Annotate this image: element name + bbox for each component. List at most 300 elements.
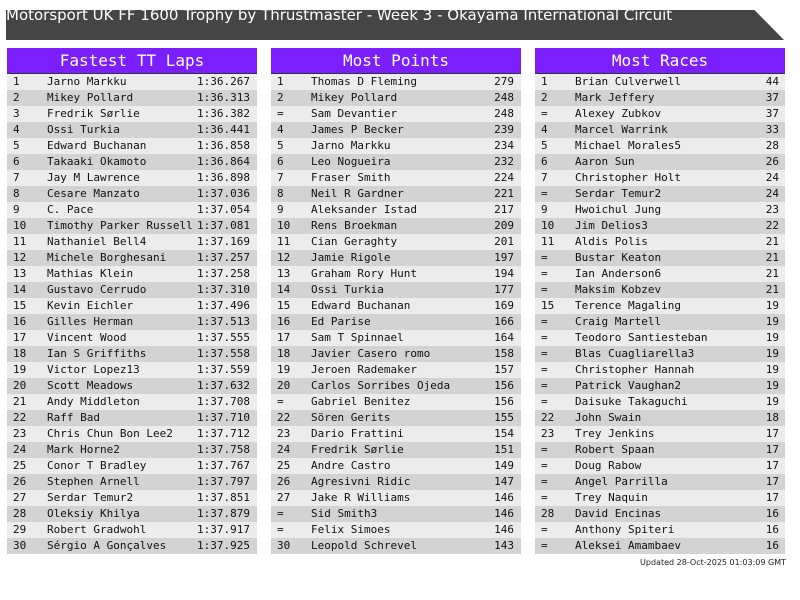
value-cell: 155 (494, 411, 514, 424)
value-cell: 194 (494, 267, 514, 280)
driver-name-cell: Christopher Hannah (575, 363, 695, 376)
most-points-header: Most Points (271, 48, 521, 74)
rank-cell: 26 (277, 475, 291, 488)
driver-name-cell: Nathaniel Bell4 (47, 235, 147, 248)
driver-name-cell: Fraser Smith (311, 171, 391, 184)
table-row (7, 266, 257, 282)
rank-cell: = (541, 443, 548, 456)
table-row (271, 522, 521, 538)
table-row (7, 234, 257, 250)
rank-cell: 25 (277, 459, 291, 472)
value-cell: 217 (494, 203, 514, 216)
rank-cell: = (541, 331, 548, 344)
driver-name-cell: Trey Jenkins (575, 427, 655, 440)
driver-name-cell: Sam Devantier (311, 107, 398, 120)
value-cell: 1:37.710 (197, 411, 250, 424)
driver-name-cell: John Swain (575, 411, 642, 424)
driver-name-cell: Aldis Polis (575, 235, 648, 248)
driver-name-cell: Christopher Holt (575, 171, 681, 184)
value-cell: 1:37.797 (197, 475, 250, 488)
driver-name-cell: Chris Chun Bon Lee2 (47, 427, 173, 440)
table-row (7, 122, 257, 138)
driver-name-cell: Angel Parrilla (575, 475, 668, 488)
table-row (271, 186, 521, 202)
table-row (535, 442, 785, 458)
driver-name-cell: Gustavo Cerrudo (47, 283, 147, 296)
value-cell: 1:37.559 (197, 363, 250, 376)
value-cell: 19 (765, 315, 779, 328)
table-row (7, 506, 257, 522)
rank-cell: 18 (13, 347, 27, 360)
driver-name-cell: Jay M Lawrence (47, 171, 140, 184)
driver-name-cell: Kevin Eichler (47, 299, 134, 312)
value-cell: 17 (765, 427, 779, 440)
table-row (535, 378, 785, 394)
value-cell: 1:37.513 (197, 315, 250, 328)
table-row (535, 394, 785, 410)
value-cell: 1:37.496 (197, 299, 250, 312)
value-cell: 16 (765, 507, 779, 520)
table-row (271, 74, 521, 90)
value-cell: 19 (765, 395, 779, 408)
rank-cell: 14 (13, 283, 27, 296)
value-cell: 1:37.081 (197, 219, 250, 232)
table-row (7, 522, 257, 538)
table-row (271, 234, 521, 250)
value-cell: 21 (765, 235, 779, 248)
driver-name-cell: Jake R Williams (311, 491, 411, 504)
driver-name-cell: Leo Nogueira (311, 155, 391, 168)
rank-cell: = (541, 539, 548, 552)
rank-cell: = (541, 459, 548, 472)
rank-cell: 27 (13, 491, 27, 504)
value-cell: 19 (765, 363, 779, 376)
table-row (7, 442, 257, 458)
rank-cell: 19 (277, 363, 291, 376)
value-cell: 1:37.036 (197, 187, 250, 200)
rank-cell: 4 (277, 123, 284, 136)
table-row (535, 346, 785, 362)
rank-cell: 22 (541, 411, 555, 424)
driver-name-cell: Felix Simoes (311, 523, 391, 536)
driver-name-cell: Teodoro Santiesteban (575, 331, 708, 344)
table-row (535, 234, 785, 250)
rank-cell: = (541, 187, 548, 200)
value-cell: 18 (765, 411, 779, 424)
value-cell: 17 (765, 459, 779, 472)
rank-cell: 16 (13, 315, 27, 328)
value-cell: 156 (494, 395, 514, 408)
table-row (7, 410, 257, 426)
table-row (271, 538, 521, 554)
driver-name-cell: C. Pace (47, 203, 94, 216)
table-row (535, 74, 785, 90)
value-cell: 24 (765, 187, 779, 200)
table-row (271, 298, 521, 314)
table-row (271, 346, 521, 362)
value-cell: 164 (494, 331, 514, 344)
value-cell: 279 (494, 75, 514, 88)
driver-name-cell: Oleksiy Khilya (47, 507, 140, 520)
value-cell: 21 (765, 251, 779, 264)
value-cell: 1:37.712 (197, 427, 250, 440)
driver-name-cell: Michael Morales5 (575, 139, 681, 152)
rank-cell: 7 (277, 171, 284, 184)
table-row (271, 122, 521, 138)
rank-cell: 12 (277, 251, 291, 264)
value-cell: 1:37.054 (197, 203, 250, 216)
rank-cell: = (541, 283, 548, 296)
table-row (7, 186, 257, 202)
rank-cell: 9 (277, 203, 284, 216)
table-row (7, 426, 257, 442)
table-row (535, 202, 785, 218)
driver-name-cell: Aleksei Amambaev (575, 539, 681, 552)
table-row (535, 474, 785, 490)
driver-name-cell: Serdar Temur2 (575, 187, 662, 200)
rank-cell: 29 (13, 523, 27, 536)
rank-cell: = (541, 395, 548, 408)
table-row (535, 506, 785, 522)
value-cell: 21 (765, 283, 779, 296)
value-cell: 147 (494, 475, 514, 488)
value-cell: 17 (765, 491, 779, 504)
value-cell: 149 (494, 459, 514, 472)
value-cell: 143 (494, 539, 514, 552)
value-cell: 44 (765, 75, 779, 88)
table-row (271, 330, 521, 346)
rank-cell: 30 (277, 539, 291, 552)
value-cell: 17 (765, 475, 779, 488)
table-row (535, 330, 785, 346)
rank-cell: 1 (277, 75, 284, 88)
driver-name-cell: Jeroen Rademaker (311, 363, 417, 376)
value-cell: 26 (765, 155, 779, 168)
value-cell: 1:37.169 (197, 235, 250, 248)
updated-timestamp: Updated 28-Oct-2025 01:03:09 GMT (640, 558, 786, 567)
value-cell: 19 (765, 347, 779, 360)
driver-name-cell: Sid Smith3 (311, 507, 378, 520)
rank-cell: 21 (13, 395, 27, 408)
table-row (271, 314, 521, 330)
driver-name-cell: Fredrik Sørlie (47, 107, 140, 120)
rank-cell: 17 (13, 331, 27, 344)
value-cell: 1:37.310 (197, 283, 250, 296)
rank-cell: 15 (541, 299, 555, 312)
driver-name-cell: James P Becker (311, 123, 404, 136)
rank-cell: 13 (13, 267, 27, 280)
driver-name-cell: Trey Naquin (575, 491, 648, 504)
table-row (271, 442, 521, 458)
rank-cell: 2 (13, 91, 20, 104)
rank-cell: = (541, 315, 548, 328)
rank-cell: 12 (13, 251, 27, 264)
value-cell: 1:37.879 (197, 507, 250, 520)
value-cell: 19 (765, 299, 779, 312)
rank-cell: 26 (13, 475, 27, 488)
rank-cell: 27 (277, 491, 291, 504)
driver-name-cell: Ian Anderson6 (575, 267, 662, 280)
value-cell: 1:36.898 (197, 171, 250, 184)
table-row (7, 74, 257, 90)
rank-cell: = (541, 475, 548, 488)
value-cell: 224 (494, 171, 514, 184)
value-cell: 146 (494, 507, 514, 520)
rank-cell: 11 (541, 235, 555, 248)
driver-name-cell: Aaron Sun (575, 155, 635, 168)
rank-cell: = (277, 523, 284, 536)
driver-name-cell: Carlos Sorribes Ojeda (311, 379, 451, 392)
table-row (7, 394, 257, 410)
rank-cell: 24 (13, 443, 27, 456)
rank-cell: 9 (13, 203, 20, 216)
value-cell: 197 (494, 251, 514, 264)
table-row (271, 138, 521, 154)
table-row (535, 522, 785, 538)
value-cell: 1:37.708 (197, 395, 250, 408)
driver-name-cell: Timothy Parker Russell (47, 219, 193, 232)
driver-name-cell: Maksim Kobzev (575, 283, 662, 296)
value-cell: 1:36.858 (197, 139, 250, 152)
driver-name-cell: Hwoichul Jung (575, 203, 662, 216)
table-row (7, 538, 257, 554)
rank-cell: = (541, 363, 548, 376)
table-row (7, 458, 257, 474)
value-cell: 158 (494, 347, 514, 360)
value-cell: 16 (765, 539, 779, 552)
rank-cell: = (277, 107, 284, 120)
driver-name-cell: Jarno Markku (311, 139, 391, 152)
driver-name-cell: Ian S Griffiths (47, 347, 147, 360)
value-cell: 17 (765, 443, 779, 456)
driver-name-cell: Gabriel Benitez (311, 395, 411, 408)
driver-name-cell: Jim Delios3 (575, 219, 648, 232)
driver-name-cell: Mark Jeffery (575, 91, 655, 104)
table-row (271, 458, 521, 474)
table-row (271, 218, 521, 234)
value-cell: 1:37.555 (197, 331, 250, 344)
rank-cell: 30 (13, 539, 27, 552)
table-row (7, 138, 257, 154)
rank-cell: 23 (541, 427, 555, 440)
value-cell: 1:37.258 (197, 267, 250, 280)
rank-cell: 23 (13, 427, 27, 440)
table-row (7, 218, 257, 234)
table-row (271, 282, 521, 298)
value-cell: 1:37.767 (197, 459, 250, 472)
rank-cell: 6 (13, 155, 20, 168)
table-row (271, 170, 521, 186)
driver-name-cell: Takaaki Okamoto (47, 155, 147, 168)
driver-name-cell: Sérgio A Gonçalves (47, 539, 167, 552)
table-row (535, 170, 785, 186)
table-row (535, 138, 785, 154)
table-row (271, 410, 521, 426)
most-races-panel (535, 48, 785, 554)
rank-cell: 15 (13, 299, 27, 312)
value-cell: 24 (765, 171, 779, 184)
rank-cell: = (541, 347, 548, 360)
rank-cell: 7 (13, 171, 20, 184)
driver-name-cell: Craig Martell (575, 315, 662, 328)
driver-name-cell: Neil R Gardner (311, 187, 404, 200)
table-row (7, 250, 257, 266)
driver-name-cell: Edward Buchanan (47, 139, 147, 152)
value-cell: 1:36.864 (197, 155, 250, 168)
table-row (7, 362, 257, 378)
driver-name-cell: Cian Geraghty (311, 235, 398, 248)
value-cell: 248 (494, 107, 514, 120)
value-cell: 232 (494, 155, 514, 168)
rank-cell: 17 (277, 331, 291, 344)
rank-cell: 1 (13, 75, 20, 88)
value-cell: 19 (765, 379, 779, 392)
value-cell: 234 (494, 139, 514, 152)
rank-cell: 20 (13, 379, 27, 392)
rank-cell: 10 (13, 219, 27, 232)
driver-name-cell: Robert Gradwohl (47, 523, 147, 536)
driver-name-cell: Alexey Zubkov (575, 107, 662, 120)
table-row (7, 378, 257, 394)
table-row (535, 538, 785, 554)
value-cell: 157 (494, 363, 514, 376)
rank-cell: 10 (541, 219, 555, 232)
table-row (7, 346, 257, 362)
value-cell: 19 (765, 331, 779, 344)
driver-name-cell: Cesare Manzato (47, 187, 140, 200)
rank-cell: 1 (541, 75, 548, 88)
value-cell: 1:37.632 (197, 379, 250, 392)
rank-cell: 23 (277, 427, 291, 440)
value-cell: 209 (494, 219, 514, 232)
rank-cell: 28 (541, 507, 555, 520)
rank-cell: 13 (277, 267, 291, 280)
rank-cell: 19 (13, 363, 27, 376)
table-row (271, 250, 521, 266)
table-row (271, 90, 521, 106)
rank-cell: 5 (541, 139, 548, 152)
rank-cell: 8 (277, 187, 284, 200)
rank-cell: = (277, 395, 284, 408)
table-row (535, 218, 785, 234)
rank-cell: 5 (13, 139, 20, 152)
table-row (271, 154, 521, 170)
value-cell: 1:36.313 (197, 91, 250, 104)
table-row (271, 378, 521, 394)
value-cell: 1:36.441 (197, 123, 250, 136)
rank-cell: 28 (13, 507, 27, 520)
rank-cell: = (541, 379, 548, 392)
rank-cell: 15 (277, 299, 291, 312)
driver-name-cell: Thomas D Fleming (311, 75, 417, 88)
table-row (535, 362, 785, 378)
driver-name-cell: Andre Castro (311, 459, 391, 472)
driver-name-cell: Dario Frattini (311, 427, 404, 440)
driver-name-cell: Stephen Arnell (47, 475, 140, 488)
rank-cell: 25 (13, 459, 27, 472)
value-cell: 248 (494, 91, 514, 104)
value-cell: 156 (494, 379, 514, 392)
value-cell: 16 (765, 523, 779, 536)
value-cell: 21 (765, 267, 779, 280)
driver-name-cell: Vincent Wood (47, 331, 127, 344)
table-row (7, 474, 257, 490)
driver-name-cell: Jarno Markku (47, 75, 127, 88)
rank-cell: 24 (277, 443, 291, 456)
rank-cell: = (541, 107, 548, 120)
most-points-panel (271, 48, 521, 554)
driver-name-cell: Robert Spaan (575, 443, 655, 456)
driver-name-cell: Leopold Schrevel (311, 539, 417, 552)
driver-name-cell: Agresivni Ridic (311, 475, 411, 488)
driver-name-cell: Javier Casero romo (311, 347, 431, 360)
table-row (7, 154, 257, 170)
driver-name-cell: Aleksander Istad (311, 203, 417, 216)
value-cell: 22 (765, 219, 779, 232)
value-cell: 221 (494, 187, 514, 200)
driver-name-cell: Marcel Warrink (575, 123, 668, 136)
driver-name-cell: Doug Rabow (575, 459, 642, 472)
value-cell: 23 (765, 203, 779, 216)
table-row (271, 426, 521, 442)
driver-name-cell: Edward Buchanan (311, 299, 411, 312)
rank-cell: = (541, 491, 548, 504)
rank-cell: 22 (13, 411, 27, 424)
most-races-list (535, 74, 785, 554)
rank-cell: 14 (277, 283, 291, 296)
value-cell: 37 (765, 107, 779, 120)
driver-name-cell: Mathias Klein (47, 267, 134, 280)
table-row (535, 154, 785, 170)
rank-cell: 9 (541, 203, 548, 216)
driver-name-cell: David Encinas (575, 507, 662, 520)
driver-name-cell: Michele Borghesani (47, 251, 167, 264)
rank-cell: 10 (277, 219, 291, 232)
rank-cell: 8 (13, 187, 20, 200)
driver-name-cell: Victor Lopez13 (47, 363, 140, 376)
page-title: Motorsport UK FF 1600 Trophy by Thrustmaster - Week 3 - Okayama International Circuit (6, 6, 673, 24)
value-cell: 1:37.917 (197, 523, 250, 536)
table-row (271, 266, 521, 282)
table-row (535, 298, 785, 314)
table-row (535, 282, 785, 298)
table-row (7, 106, 257, 122)
driver-name-cell: Patrick Vaughan2 (575, 379, 681, 392)
driver-name-cell: Bustar Keaton (575, 251, 662, 264)
table-row (271, 394, 521, 410)
table-row (535, 266, 785, 282)
rank-cell: = (277, 507, 284, 520)
rank-cell: = (541, 523, 548, 536)
driver-name-cell: Scott Meadows (47, 379, 134, 392)
rank-cell: 16 (277, 315, 291, 328)
table-row (7, 170, 257, 186)
rank-cell: 2 (277, 91, 284, 104)
table-row (271, 202, 521, 218)
driver-name-cell: Daisuke Takaguchi (575, 395, 688, 408)
most-races-header: Most Races (535, 48, 785, 74)
table-row (271, 506, 521, 522)
value-cell: 154 (494, 427, 514, 440)
rank-cell: 3 (13, 107, 20, 120)
driver-name-cell: Brian Culverwell (575, 75, 681, 88)
value-cell: 151 (494, 443, 514, 456)
value-cell: 177 (494, 283, 514, 296)
most-points-list (271, 74, 521, 554)
driver-name-cell: Mark Horne2 (47, 443, 120, 456)
driver-name-cell: Andy Middleton (47, 395, 140, 408)
driver-name-cell: Jamie Rigole (311, 251, 391, 264)
